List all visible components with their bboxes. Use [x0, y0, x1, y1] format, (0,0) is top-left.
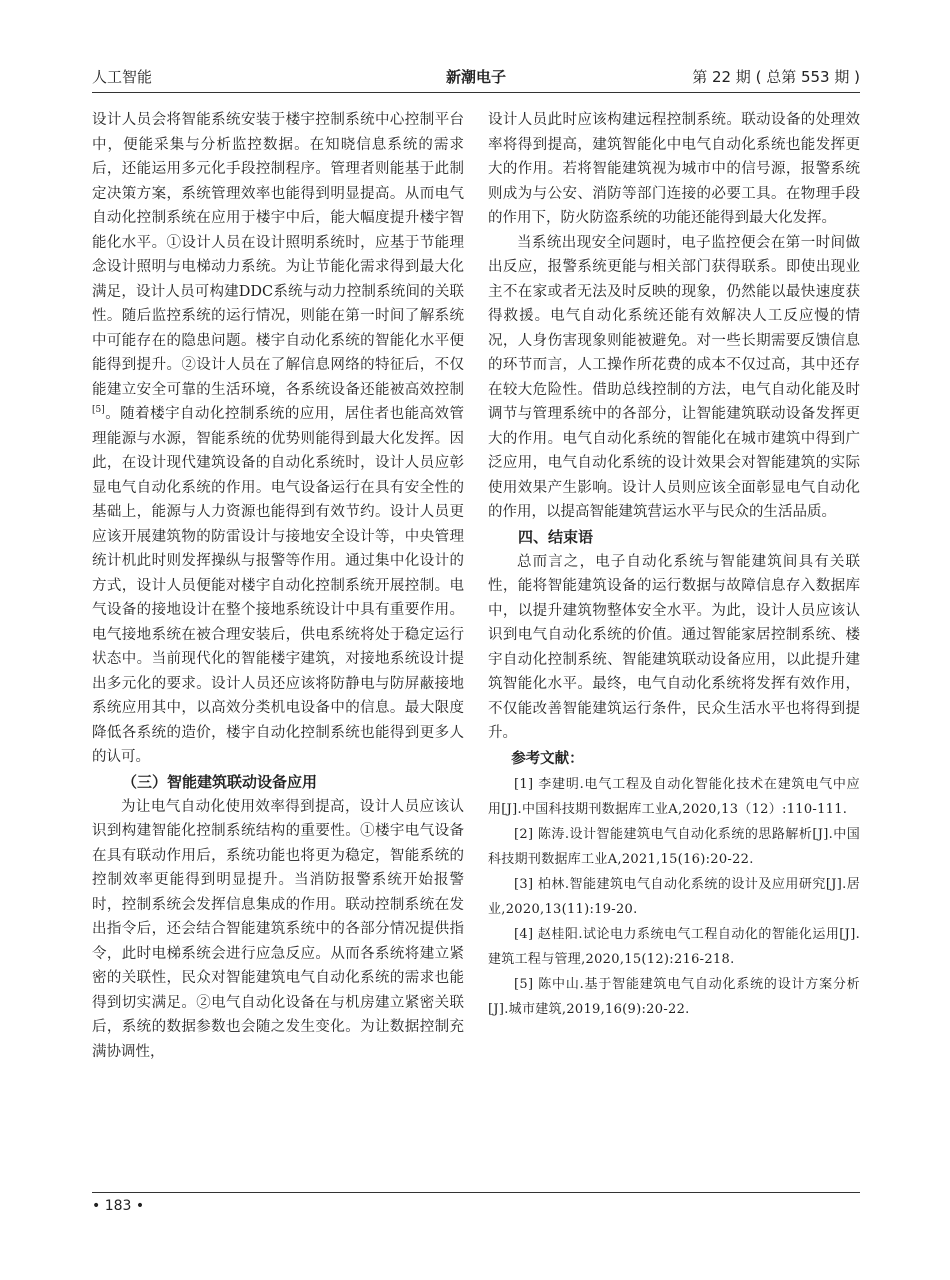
body-paragraph: 总而言之，电子自动化系统与智能建筑间具有关联性，能将智能建筑设备的运行数据与故障信息存入数据库中，以提升建筑物整体安全水平。为此，设计人员应该认识到电气自动化系统的价值。通过智能家居控制系统、楼宇自动化控制系统、智能建筑联动设备应用，以此提升建筑智能化水平。最终，电气自动化系统将发挥有效作用，不仅能改善智能建筑运行条件，民众生活水平也将得到提升。	[488, 553, 860, 741]
reference-item: [5] 陈中山.基于智能建筑电气自动化系统的设计方案分析[J].城市建筑,2019,16(9):20-22.	[488, 976, 860, 1017]
left-column	[92, 108, 464, 1064]
citation-superscript: [5]	[92, 405, 105, 416]
footer-divider	[92, 1192, 860, 1193]
header-section-label: 人工智能	[92, 68, 153, 86]
body-paragraph: 当系统出现安全问题时，电子监控便会在第一时间做出反应，报警系统更能与相关部门获得联系。即使出现业主不在家或者无法及时反映的现象，仍然能以最快速度获得救援。电气自动化系统还能有效解决人工反应慢的情况，人身伤害现象则能被避免。对一些长期需要反馈信息的环节而言，人工操作所花费的成本不仅过高，其中还存在较大危险性。借助总线控制的方法，电气自动化能及时调节与管理系统中的各部分，让智能建筑联动设备发挥更大的作用。电气自动化系统的智能化在城市建筑中得到广泛应用，电气自动化系统的设计效果会对智能建筑的实际使用效果产生影响。设计人员则应该全面彰显电气自动化的作用，以提高智能建筑营运水平与民众的生活品质。	[488, 234, 860, 520]
header-issue-number: 第 22 期 ( 总第 553 期 )	[692, 68, 860, 86]
reference-item: [4] 赵桂阳.试论电力系统电气工程自动化的智能化运用[J].建筑工程与管理,2020,15(12):216-218.	[488, 926, 860, 967]
right-column	[488, 108, 860, 1022]
body-paragraph: 为让电气自动化使用效率得到提高，设计人员应该认识到构建智能化控制系统结构的重要性。①楼宇电气设备在具有联动作用后，系统功能也将更为稳定，智能系统的控制效率更能得到明显提升。当消防报警系统开始报警时，控制系统会发挥信息集成的作用。联动控制系统在发出指令后，还会结合智能建筑系统中的各部分情况提供指令，此时电梯系统会进行应急反应。从而各系统将建立紧密的关联性，民众对智能建筑电气自动化系统的需求也能得到切实满足。②电气自动化设备在与机房建立紧密关联后，系统的数据参数也会随之发生变化。为让数据控制充满协调性，	[92, 798, 464, 1060]
page-number: • 183 •	[92, 1198, 145, 1214]
page-header	[92, 64, 860, 93]
reference-item: [1] 李建明.电气工程及自动化智能化技术在建筑电气中应用[J].中国科技期刊数据库工业A,2020,13（12）:110-111.	[488, 776, 860, 817]
reference-item: [3] 柏林.智能建筑电气自动化系统的设计及应用研究[J].居业,2020,13(11):19-20.	[488, 876, 860, 917]
references-title: 参考文献：	[511, 750, 584, 767]
header-journal-name: 新潮电子	[445, 68, 506, 86]
body-paragraph: 设计人员会将智能系统安装于楼宇控制系统中心控制平台中，便能采集与分析监控数据。在知晓信息系统的需求后，还能运用多元化手段控制程序。管理者则能基于此制定决策方案，系统管理效率也能得到明显提高。从而电气自动化控制系统在应用于楼宇中后，能大幅度提升楼宇智能化水平。①设计人员在设计照明系统时，应基于节能理念设计照明与电梯动力系统。为让节能化需求得到最大化满足，设计人员可构建DDC系统与动力控制系统间的关联性。随后监控系统的运行情况，则能在第一时间了解系统中可能存在的隐患问题。楼宇自动化系统的智能化水平便能得到提升。②设计人员在了解信息网络的特征后，不仅能建立安全可靠的生活环境，各系统设备还能被高效控制[5]。随着楼宇自动化控制系统的应用，居住者也能高效管理能源与水源，智能系统的优势则能得到最大化发挥。因此，在设计现代建筑设备的自动化系统时，设计人员应彰显电气自动化系统的作用。电气设备运行在具有安全性的基础上，能源与人力资源也能得到有效节约。设计人员更应该开展建筑物的防雷设计与接地安全设计等，中央管理统计机此时则发挥操纵与报警等作用。通过集中化设计的方式，设计人员便能对楼宇自动化控制系统开展控制。电气设备的接地设计在整个接地系统设计中具有重要作用。电气接地系统在被合理安装后，供电系统将处于稳定运行状态中。当前现代化的智能楼宇建筑，对接地系统设计提出多元化的要求。设计人员还应该将防静电与防屏蔽接地系统应用其中，以高效分类机电设备中的信息。最大限度降低各系统的造价，楼宇自动化控制系统也能得到更多人的认可。	[92, 112, 464, 765]
reference-item: [2] 陈涛.设计智能建筑电气自动化系统的思路解析[J].中国科技期刊数据库工业A,2021,15(16):20-22.	[488, 826, 860, 867]
section-heading: 四、结束语	[518, 527, 594, 546]
subsection-heading: （三）智能建筑联动设备应用	[122, 772, 318, 791]
body-paragraph: 设计人员此时应该构建远程控制系统。联动设备的处理效率将得到提高，建筑智能化中电气自动化系统也能发挥更大的作用。若将智能建筑视为城市中的信号源，报警系统则成为与公安、消防等部门连接的必要工具。在物理手段的作用下，防火防盗系统的功能还能得到最大化发挥。	[488, 112, 860, 226]
